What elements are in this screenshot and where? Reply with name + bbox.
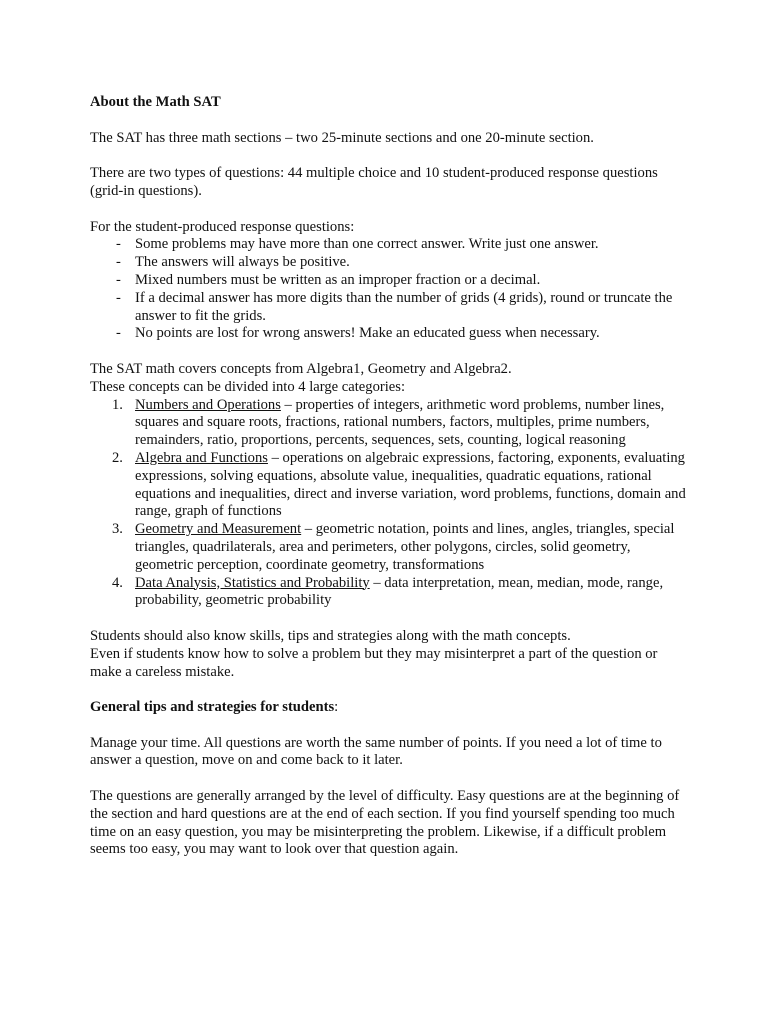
spr-bullet-text: Mixed numbers must be written as an improper fraction or a decimal. [135,271,541,288]
spr-bullet-item [90,272,690,290]
spr-bullet-item [90,325,690,343]
category-name: Numbers and Operations [135,396,281,413]
category-description: – operations on algebraic expressions, factoring, exponents, evaluating expressions, solving equations, absolute value, inequalities, quadratic equations, rational equations and inequalities, direct and inverse variation, word problems, functions, domain and range, graph of functions [135,449,686,520]
tips-heading-text: General tips and strategies for students [90,699,335,716]
category-name: Geometry and Measurement [135,521,302,538]
category-name: Data Analysis, Statistics and Probability [135,574,370,591]
category-name: Algebra and Functions [135,449,268,466]
category-number: 1. [112,396,123,413]
spr-bullet-item [90,290,690,326]
category-item [90,397,690,450]
category-description: – data interpretation, mean, median, mode, range, probability, geometric probability [135,574,664,609]
intro-sections-paragraph: The SAT has three math sections – two 25-minute sections and one 20-minute section. [90,129,594,146]
bullet-dash: - [116,325,121,342]
spr-bullet-text: No points are lost for wrong answers! Make an educated guess when necessary. [135,325,600,342]
covers-line-2: These concepts can be divided into 4 large categories: [90,378,405,395]
bullet-dash: - [116,254,121,271]
skills-line-2: Even if students know how to solve a problem but they may misinterpret a part of the question or make a careless mistake. [90,645,658,680]
category-item [90,450,690,521]
spr-bullet-item [90,254,690,272]
spr-heading: For the student-produced response questions: [90,218,355,235]
tips-heading-colon: : [334,699,339,716]
tips-heading [90,699,690,717]
bullet-dash: - [116,289,121,306]
tip-manage-time: Manage your time. All questions are worth the same number of points. If you need a lot of time to answer a question, move on and come back to it later. [90,734,662,769]
spr-bullet-text: If a decimal answer has more digits than the number of grids (4 grids), round or truncate the answer to fit the grids. [135,289,673,324]
category-number: 3. [112,521,123,538]
category-description: – properties of integers, arithmetic word problems, number lines, squares and square roots, fractions, rational numbers, factors, multiples, prime numbers, remainders, ratio, proportions, percents, sequences, sets, counting, logical reasoning [135,396,665,449]
skills-line-1: Students should also know skills, tips and strategies along with the math concepts. [90,627,571,644]
covers-line-1: The SAT math covers concepts from Algebra1, Geometry and Algebra2. [90,360,512,377]
category-item [90,521,690,574]
spr-bullet-text: Some problems may have more than one correct answer. Write just one answer. [135,236,599,253]
spr-bullet-item [90,236,690,254]
bullet-dash: - [116,236,121,253]
category-item [90,575,690,611]
category-number: 4. [112,574,123,591]
document-title: About the Math SAT [90,94,221,110]
spr-bullet-list [90,236,690,343]
category-list [90,397,690,611]
intro-question-types-paragraph: There are two types of questions: 44 multiple choice and 10 student-produced response questions (grid-in questions). [90,165,658,199]
spr-bullet-text: The answers will always be positive. [135,254,350,271]
category-description: – geometric notation, points and lines, angles, triangles, special triangles, quadrilaterals, area and perimeters, other polygons, circles, solid geometry, geometric perception, coordinate geometry, transformations [135,521,675,573]
document-page [90,94,690,877]
tip-difficulty-order: The questions are generally arranged by the level of difficulty. Easy questions are at the beginning of the section and hard questions are at the end of each section. If you find yourself spending too much time on an easy question, you may be misinterpreting the problem. Likewise, if a difficult problem seems too easy, you may want to look over that question again. [90,788,680,858]
category-number: 2. [112,449,123,466]
bullet-dash: - [116,271,121,288]
